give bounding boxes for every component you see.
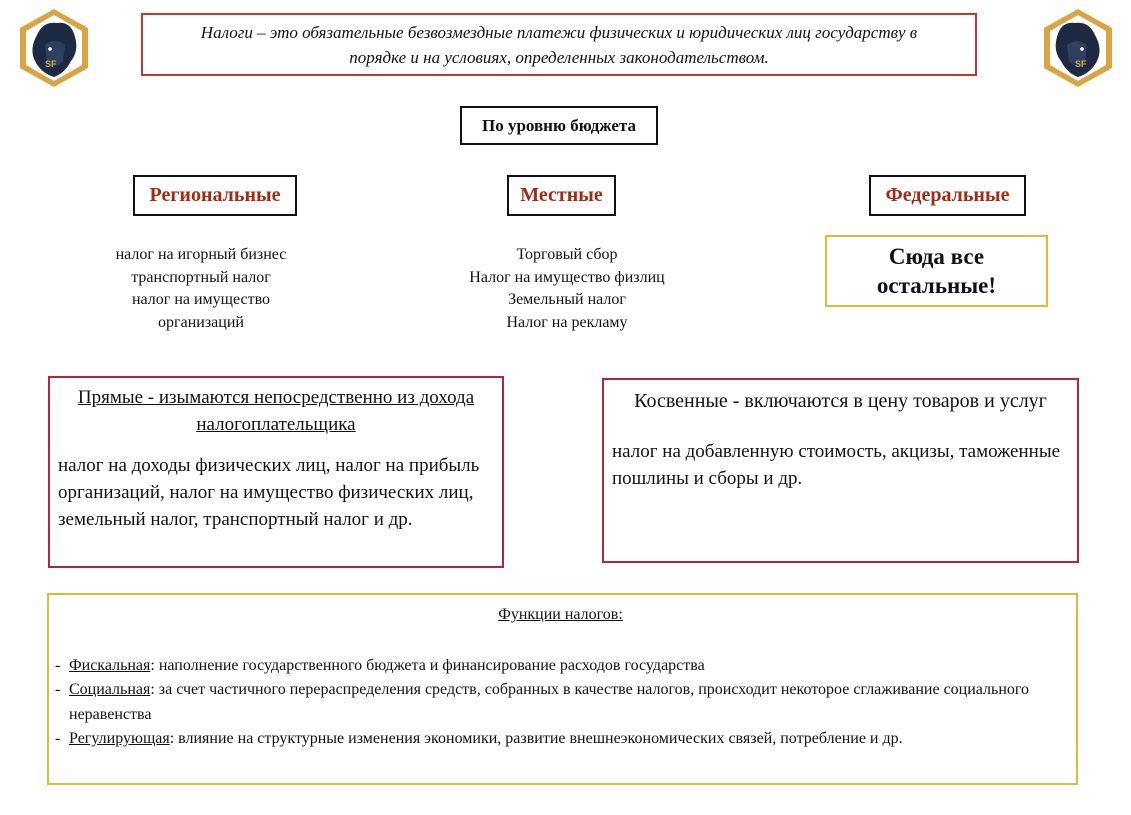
function-item-fiscal <box>55 654 1066 679</box>
logo-left <box>17 7 91 89</box>
function-description: : наполнение государственного бюджета и финансирование расходов государства <box>150 656 705 674</box>
indirect-taxes-body: налог на добавленную стоимость, акцизы, таможенные пошлины и сборы и др. <box>612 441 1061 489</box>
list-item: Земельный налог <box>508 291 626 308</box>
list-item: организаций <box>158 313 244 331</box>
logo-right-text: SF <box>1075 59 1087 69</box>
direct-taxes-box <box>48 376 504 568</box>
tax-functions-box <box>47 593 1078 785</box>
federal-heading <box>869 175 1026 216</box>
direct-taxes-body: налог на доходы физических лиц, налог на прибыль организаций, налог на имущество физических лиц, земельный налог, транспортный налог и др. <box>58 455 480 530</box>
budget-level-heading <box>460 106 658 145</box>
list-item: налог на игорный бизнес <box>115 246 287 263</box>
definition-text: Налоги – это обязательные безвозмездные платежи физических и юридических лиц государству в порядке и на условиях, определенных законодательством. <box>200 22 918 67</box>
regional-tax-list <box>86 244 316 334</box>
tax-functions-title: Функции налогов: <box>498 606 623 623</box>
federal-note-box <box>825 235 1048 307</box>
local-heading <box>507 175 616 216</box>
indirect-taxes-box <box>602 378 1079 563</box>
logo-left-text: SF <box>45 59 57 69</box>
federal-note-text: Сюда все остальные! <box>876 244 997 298</box>
list-item: налог на имущество <box>131 291 271 308</box>
local-title: Местные <box>520 184 603 206</box>
function-description: : за счет частичного перераспределения средств, собранных в качестве налогов, происходит некоторое сглаживание социального неравенства <box>69 681 1030 723</box>
function-name: Социальная <box>69 681 151 698</box>
dash: - <box>55 681 61 698</box>
function-description: : влияние на структурные изменения экономики, развитие внешнеэкономических связей, потребление и др. <box>169 730 903 747</box>
lion-icon <box>1041 7 1115 89</box>
function-name: Фискальная <box>69 656 151 674</box>
local-tax-list <box>432 244 702 334</box>
indirect-taxes-title: Косвенные - включаются в цену товаров и услуг <box>634 390 1047 412</box>
logo-right <box>1041 7 1115 89</box>
list-item: Торговый сбор <box>516 246 618 263</box>
list-item: Налог на рекламу <box>506 313 628 331</box>
function-name: Регулирующая <box>69 730 170 747</box>
dash: - <box>55 656 61 674</box>
definition-box <box>141 13 977 76</box>
function-item-regulatory <box>55 727 1066 752</box>
list-item: транспортный налог <box>131 268 271 286</box>
list-item: Налог на имущество физлиц <box>469 268 665 286</box>
regional-heading <box>133 175 297 216</box>
budget-level-title: По уровню бюджета <box>481 115 637 135</box>
direct-taxes-title: Прямые - изымаются непосредственно из дохода налогоплательщика <box>77 387 475 435</box>
regional-title: Региональные <box>149 184 281 206</box>
function-item-social <box>55 678 1066 727</box>
lion-icon <box>17 7 91 89</box>
federal-title: Федеральные <box>885 184 1010 206</box>
dash: - <box>55 730 61 747</box>
